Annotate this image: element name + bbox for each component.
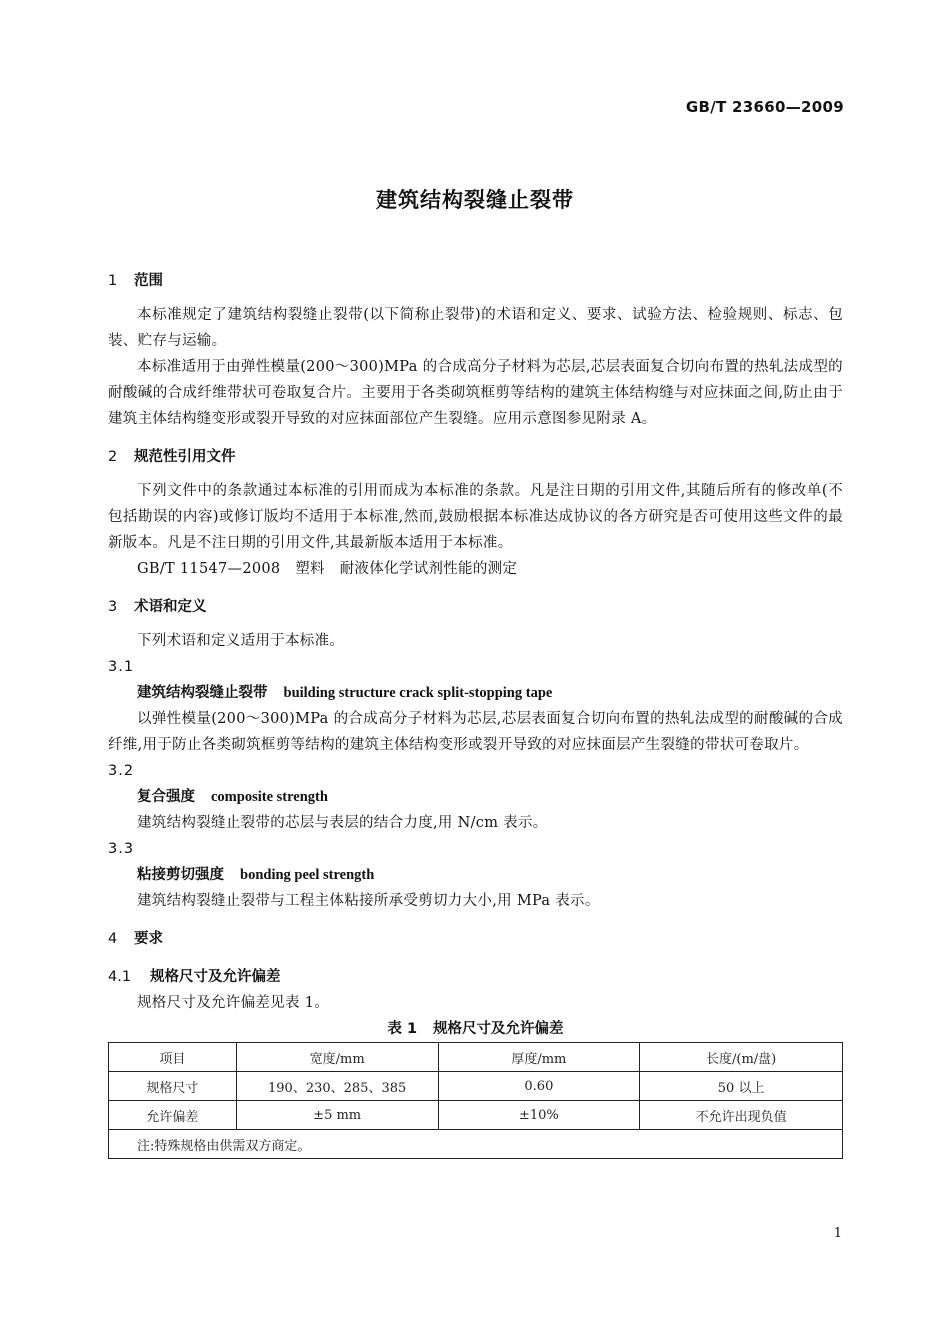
spec-table	[108, 1042, 843, 1159]
section-title: 术语和定义	[134, 599, 207, 615]
subsection-heading	[108, 964, 843, 990]
page-number: 1	[833, 1226, 842, 1241]
term-name	[108, 784, 843, 810]
paragraph: 下列文件中的条款通过本标准的引用而成为本标准的条款。凡是注日期的引用文件,其随后所有的修改单(不包括勘误的内容)或修订版均不适用于本标准,然而,鼓励根据本标准达成协议的各方研究是否可使用这些文件的最新版本。凡是不注日期的引用文件,其最新版本适用于本标准。	[108, 483, 843, 551]
section-heading-terms	[108, 594, 843, 620]
section-title: 规范性引用文件	[134, 449, 236, 465]
term-number: 3.3	[108, 841, 135, 857]
term-number: 3.2	[108, 763, 135, 779]
standard-number: GB/T 23660—2009	[685, 98, 844, 116]
paragraph: 本标准适用于由弹性模量(200～300)MPa 的合成高分子材料为芯层,芯层表面复合切向布置的热轧法成型的耐酸碱的合成纤维带状可卷取复合片。主要用于各类砌筑框剪等结构的建筑主体结构缝与对应抹面之间,防止由于建筑主体结构缝变形或裂开导致的对应抹面部位产生裂缝。应用示意图参见附录 A。	[108, 359, 843, 427]
term-name-zh: 建筑结构裂缝止裂带	[137, 685, 268, 701]
term-definition: 以弹性模量(200～300)MPa 的合成高分子材料为芯层,芯层表面复合切向布置的热轧法成型的耐酸碱的合成纤维,用于防止各类砌筑框剪等结构的建筑主体结构变形或裂开导致的对应抹面层产生裂缝的带状可卷取片。	[108, 711, 843, 753]
term-name	[108, 862, 843, 888]
term-name-en: bonding peel strength	[240, 867, 375, 883]
term-name	[108, 680, 843, 706]
table-header-cell: 项目	[109, 1043, 237, 1072]
section-heading-scope	[108, 268, 843, 294]
section-heading-requirements	[108, 926, 843, 952]
section-title: 范围	[134, 273, 163, 289]
term-name-en: composite strength	[211, 789, 328, 805]
table-cell: 50 以上	[640, 1072, 843, 1101]
table-cell: 不允许出现负值	[640, 1101, 843, 1130]
table-header-cell: 宽度/mm	[236, 1043, 438, 1072]
term-name-zh: 复合强度	[137, 789, 195, 805]
section-number: 2	[108, 449, 118, 465]
table-row	[109, 1101, 843, 1130]
paragraph: 规格尺寸及允许偏差见表 1。	[137, 995, 330, 1011]
table-header-cell: 厚度/mm	[438, 1043, 640, 1072]
table-cell: ±10%	[438, 1101, 640, 1130]
reference-entry: GB/T 11547—2008 塑料 耐液体化学试剂性能的测定	[137, 561, 518, 577]
section-number: 4	[108, 931, 118, 947]
subsection-number: 4.1	[108, 969, 132, 985]
paragraph: 下列术语和定义适用于本标准。	[137, 633, 345, 649]
table-caption-title: 规格尺寸及允许偏差	[433, 1021, 564, 1037]
table-header-cell: 长度/(m/盘)	[640, 1043, 843, 1072]
section-number: 3	[108, 599, 118, 615]
table-note-row	[109, 1130, 843, 1159]
document-body	[108, 268, 843, 1159]
term-number: 3.1	[108, 659, 135, 675]
term-name-en: building structure crack split-stopping tape	[283, 685, 553, 701]
section-title: 要求	[134, 931, 163, 947]
table-cell: 规格尺寸	[109, 1072, 237, 1101]
table-note: 注:特殊规格由供需双方商定。	[109, 1130, 843, 1159]
term-definition: 建筑结构裂缝止裂带的芯层与表层的结合力度,用 N/cm 表示。	[137, 815, 548, 831]
table-cell: 190、230、285、385	[236, 1072, 438, 1101]
subsection-title: 规格尺寸及允许偏差	[150, 969, 281, 985]
table-caption-number: 表 1	[387, 1021, 418, 1037]
term-name-zh: 粘接剪切强度	[137, 867, 224, 883]
paragraph: 本标准规定了建筑结构裂缝止裂带(以下简称止裂带)的术语和定义、要求、试验方法、检验规则、标志、包装、贮存与运输。	[108, 307, 843, 349]
table-cell: 0.60	[438, 1072, 640, 1101]
table-caption	[108, 1016, 843, 1042]
section-heading-normative-references	[108, 444, 843, 470]
table-header-row	[109, 1043, 843, 1072]
table-cell: 允许偏差	[109, 1101, 237, 1130]
table-cell: ±5 mm	[236, 1101, 438, 1130]
section-number: 1	[108, 273, 118, 289]
document-title: 建筑结构裂缝止裂带	[376, 188, 574, 212]
table-row	[109, 1072, 843, 1101]
term-definition: 建筑结构裂缝止裂带与工程主体粘接所承受剪切力大小,用 MPa 表示。	[137, 893, 600, 909]
